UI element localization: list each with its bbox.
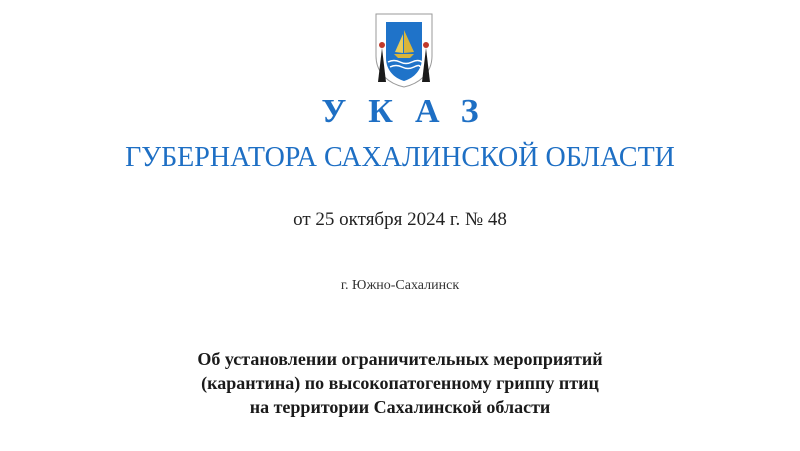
heading-line-2: (карантина) по высокопатогенному гриппу птиц [201, 373, 599, 393]
decree-heading [0, 347, 800, 419]
heading-line-3: на территории Сахалинской области [249, 397, 551, 417]
issuer-title: ГУБЕРНАТОРА САХАЛИНСКОЙ ОБЛАСТИ [125, 142, 675, 173]
decree-title: УКАЗ [321, 93, 501, 130]
decree-date-number: от 25 октября 2024 г. № 48 [293, 209, 507, 230]
coat-of-arms-icon [372, 12, 436, 88]
heading-line-1: Об установлении ограничительных мероприятий [197, 349, 603, 369]
issue-city: г. Южно-Сахалинск [340, 278, 460, 293]
